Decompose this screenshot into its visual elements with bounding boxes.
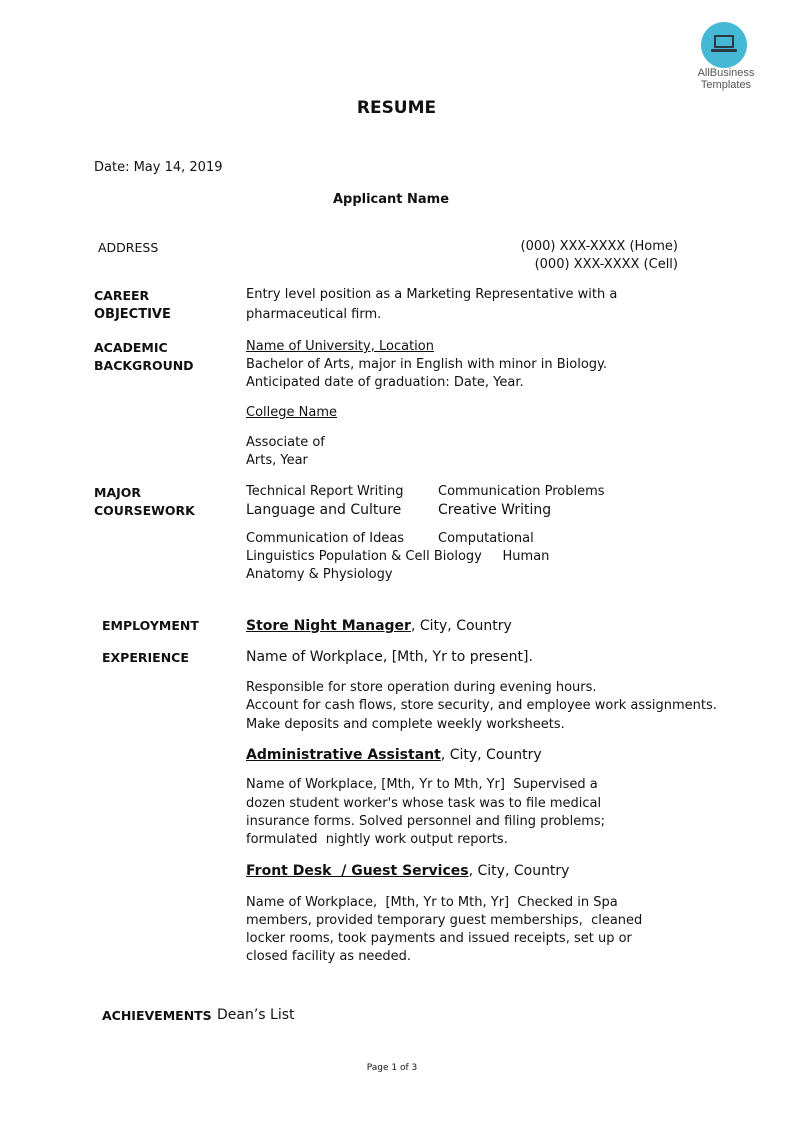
- job3-location: , City, Country: [468, 863, 570, 879]
- job3-desc: locker rooms, took payments and issued receipts, set up or: [246, 931, 632, 946]
- coursework-heading-1: MAJOR: [94, 485, 142, 500]
- date-line: Date: May 14, 2019: [94, 160, 223, 175]
- coursework-heading-2: COURSEWORK: [94, 503, 195, 518]
- course-item: Communication Problems: [438, 484, 605, 499]
- achievements-text: Dean’s List: [217, 1007, 295, 1023]
- job1-desc: Responsible for store operation during evening hours.: [246, 680, 597, 695]
- job1-workplace: Name of Workplace, [Mth, Yr to present].: [246, 649, 533, 665]
- career-text-1: Entry level position as a Marketing Representative with a: [246, 287, 618, 302]
- job3-title: Front Desk / Guest Services: [246, 863, 469, 879]
- academic-heading-2: BACKGROUND: [94, 358, 194, 373]
- page-number: Page 1 of 3: [366, 1063, 418, 1073]
- logo-text: [683, 67, 769, 91]
- academic-heading-1: ACADEMIC: [94, 340, 168, 355]
- job3-desc: closed facility as needed.: [246, 949, 412, 964]
- career-heading-2: OBJECTIVE: [94, 307, 171, 322]
- degree-line: Bachelor of Arts, major in English with minor in Biology.: [246, 357, 607, 372]
- job3-desc: members, provided temporary guest memberships, cleaned: [246, 913, 643, 928]
- logo-badge: [701, 22, 747, 68]
- course-line: Anatomy & Physiology: [246, 567, 393, 582]
- career-heading-1: CAREER: [94, 288, 150, 303]
- job3-desc: Name of Workplace, [Mth, Yr to Mth, Yr] Checked in Spa: [246, 895, 618, 910]
- job1-desc: Make deposits and complete weekly worksheets.: [246, 717, 565, 732]
- applicant-name: Applicant Name: [332, 192, 450, 207]
- career-text-2: pharmaceutical firm.: [246, 307, 382, 322]
- course-item: Language and Culture: [246, 502, 402, 518]
- phone-home: (000) XXX-XXXX (Home): [520, 239, 678, 254]
- college-name: College Name: [246, 405, 337, 420]
- course-item: Computational: [438, 531, 534, 546]
- phone-cell: (000) XXX-XXXX (Cell): [534, 257, 678, 272]
- course-item: Communication of Ideas: [246, 531, 405, 546]
- job3-heading: [246, 863, 569, 879]
- job2-desc: formulated nightly work output reports.: [246, 832, 508, 847]
- university-name: Name of University, Location: [246, 339, 434, 354]
- address-label: ADDRESS: [98, 240, 159, 255]
- job2-title: Administrative Assistant: [246, 747, 441, 763]
- graduation-line: Anticipated date of graduation: Date, Year.: [246, 375, 524, 390]
- laptop-icon: [701, 22, 747, 68]
- course-item: Creative Writing: [438, 502, 552, 518]
- job1-heading: [246, 618, 512, 634]
- job2-desc: insurance forms. Solved personnel and filing problems;: [246, 814, 606, 829]
- course-item: Technical Report Writing: [246, 484, 404, 499]
- logo-line-2: Templates: [700, 79, 752, 91]
- document-title: RESUME: [356, 98, 437, 118]
- job2-desc: dozen student worker's whose task was to file medical: [246, 796, 602, 811]
- job1-desc: Account for cash flows, store security, and employee work assignments.: [246, 698, 717, 713]
- logo-line-1: AllBusiness: [697, 67, 755, 79]
- job1-location: , City, Country: [410, 618, 512, 634]
- course-line: Linguistics Population & Cell Biology Human: [246, 549, 550, 564]
- associate-line-1: Associate of: [246, 435, 325, 450]
- associate-line-2: Arts, Year: [246, 453, 308, 468]
- employment-heading-2: EXPERIENCE: [102, 650, 189, 665]
- job1-title: Store Night Manager: [246, 618, 411, 634]
- job2-location: , City, Country: [440, 747, 542, 763]
- employment-heading-1: EMPLOYMENT: [102, 618, 199, 633]
- job2-desc: Name of Workplace, [Mth, Yr to Mth, Yr] Supervised a: [246, 777, 598, 792]
- job2-heading: [246, 747, 542, 763]
- achievements-heading: ACHIEVEMENTS: [102, 1008, 212, 1023]
